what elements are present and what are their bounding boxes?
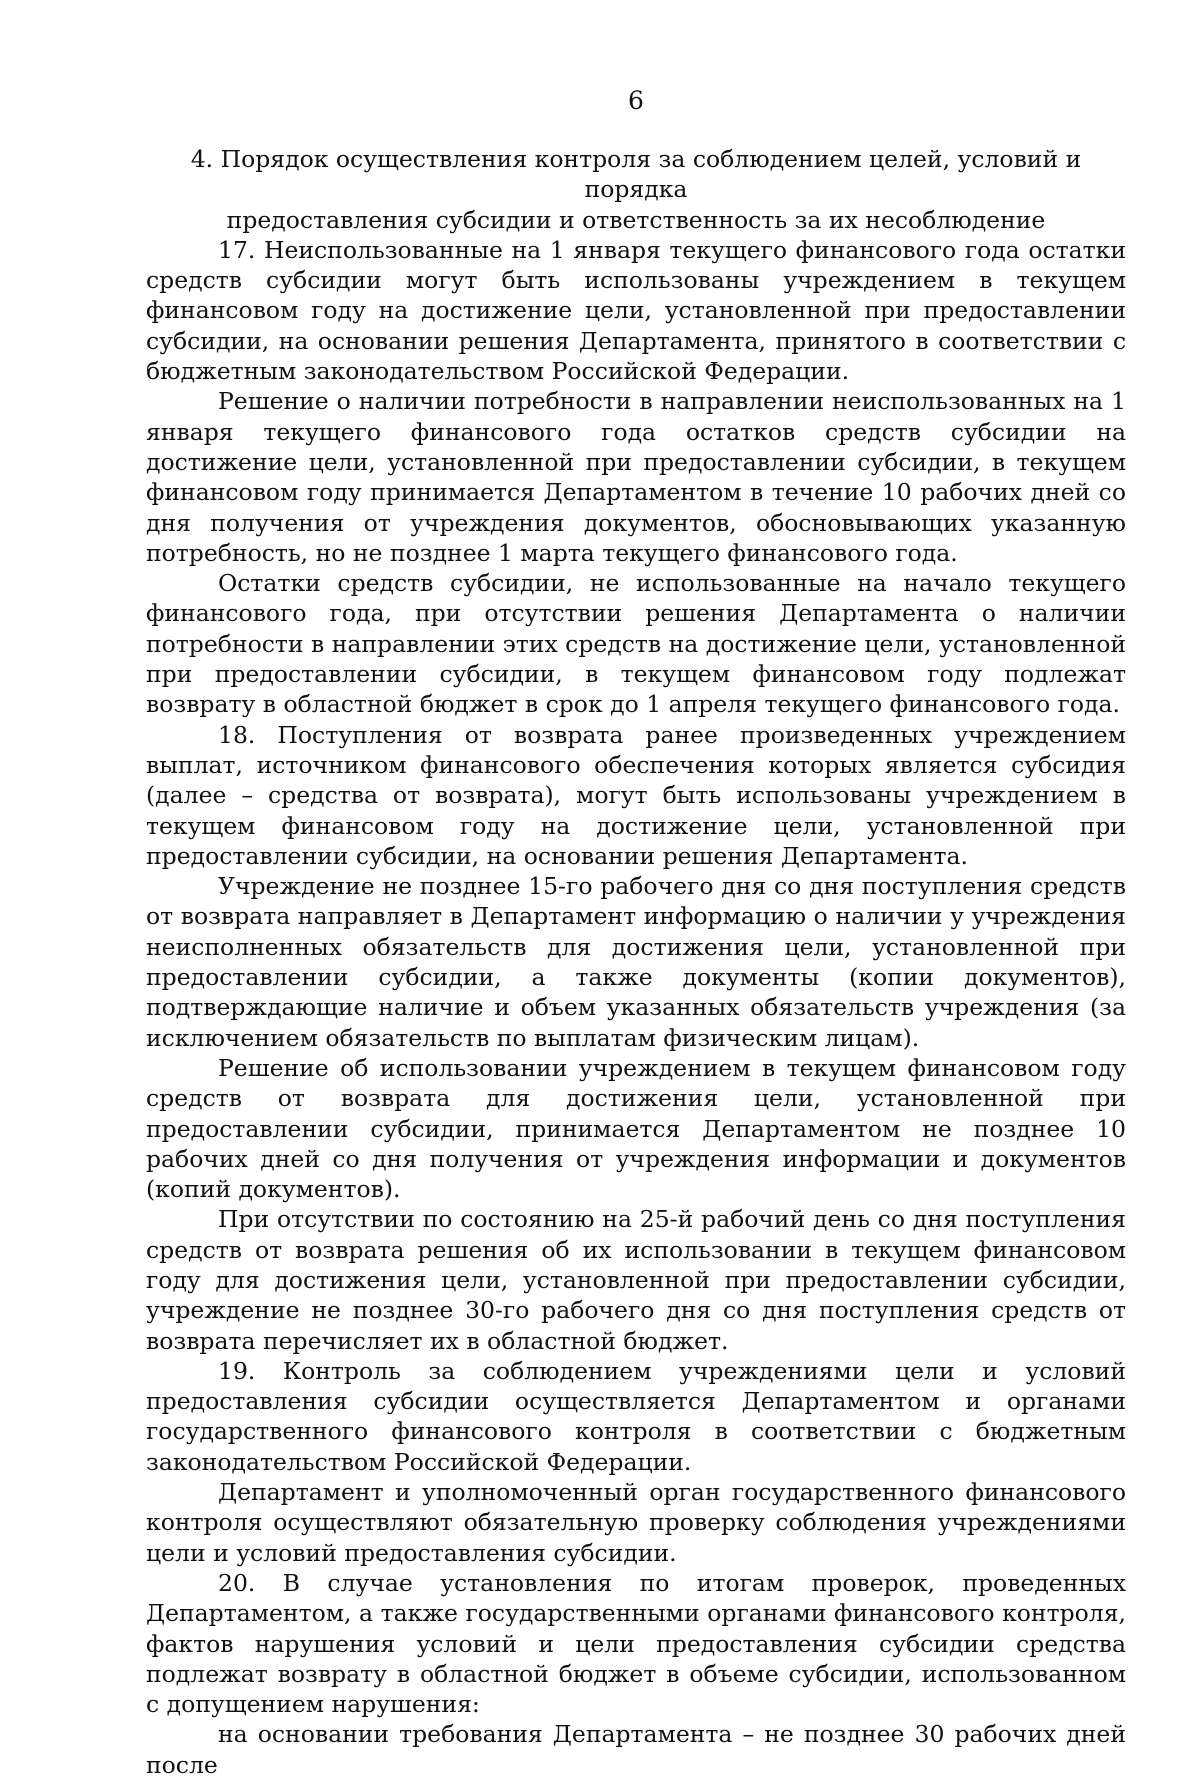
- paragraph-20: 20. В случае установления по итогам проверок, проведенных Департаментом, а также государственными органами финансового контроля, фактов нарушения условий и цели предоставления субсидии средства подлежат возврату в областной бюджет в объеме субсидии, использованном с допущением нарушения:: [146, 1568, 1126, 1719]
- section-heading-line-1: 4. Порядок осуществления контроля за соблюдением целей, условий и порядка: [190, 145, 1082, 204]
- paragraph-17-remainder-return: Остатки средств субсидии, не использованные на начало текущего финансового года, при отсутствии решения Департамента о наличии потребности в направлении этих средств на достижение цели, установленной при предоставлении субсидии, в текущем финансовом году подлежат возврату в областной бюджет в срок до 1 апреля текущего финансового года.: [146, 569, 1127, 719]
- document-body: [146, 144, 1126, 1780]
- paragraph-18-decision: Решение об использовании учреждением в текущем финансовом году средств от возврата для достижения цели, установленной при предоставлении субсидии, принимается Департаментом не позднее 10 рабочих дней со дня получения от учреждения информации и документов (копий документов).: [146, 1053, 1126, 1204]
- section-heading-line-2: предоставления субсидии и ответственность за их несоблюдение: [226, 205, 1046, 234]
- paragraph-18: 18. Поступления от возврата ранее произведенных учреждением выплат, источником финансового обеспечения которых является субсидия (далее – средства от возврата), могут быть использованы учреждением в текущем финансовом году на достижение цели, установленной при предоставлении субсидии, на основании решения Департамента.: [146, 720, 1126, 870]
- paragraph-19: 19. Контроль за соблюдением учреждениями цели и условий предоставления субсидии осуществляется Департаментом и органами государственного финансового контроля в соответствии с бюджетным законодательством Российской Федерации.: [146, 1356, 1126, 1476]
- section-heading: [146, 144, 1126, 235]
- paragraph-20-requirement: на основании требования Департамента – не позднее 30 рабочих дней после: [146, 1720, 1126, 1779]
- paragraph-17-decision: Решение о наличии потребности в направлении неиспользованных на 1 января текущего финансового года остатков средств субсидии на достижение цели, установленной при предоставлении субсидии, в текущем финансовом году принимается Департаментом в течение 10 рабочих дней со дня получения от учреждения документов, обосновывающих указанную потребность, но не позднее 1 марта текущего финансового года.: [146, 387, 1126, 567]
- paragraph-17: 17. Неиспользованные на 1 января текущего финансового года остатки средств субсидии могут быть использованы учреждением в текущем финансовом году на достижение цели, установленной при предоставлении субсидии, на основании решения Департамента, принятого в соответствии с бюджетным законодательством Российской Федерации.: [146, 235, 1126, 386]
- paragraph-18-information: Учреждение не позднее 15-го рабочего дня со дня поступления средств от возврата направляет в Департамент информацию о наличии у учреждения неисполненных обязательств для достижения цели, установленной при предоставлении субсидии, а также документы (копии документов), подтверждающие наличие и объем указанных обязательств учреждения (за исключением обязательств по выплатам физическим лицам).: [146, 872, 1126, 1052]
- page-number: 6: [628, 86, 644, 115]
- paragraph-19-inspection: Департамент и уполномоченный орган государственного финансового контроля осуществляют обязательную проверку соблюдения учреждениями цели и условий предоставления субсидии.: [146, 1478, 1126, 1567]
- paragraph-18-transfer: При отсутствии по состоянию на 25-й рабочий день со дня поступления средств от возврата решения об их использовании в текущем финансовом году для достижения цели, установленной при предоставлении субсидии, учреждение не позднее 30-го рабочего дня со дня поступления средств от возврата перечисляет их в областной бюджет.: [146, 1205, 1126, 1355]
